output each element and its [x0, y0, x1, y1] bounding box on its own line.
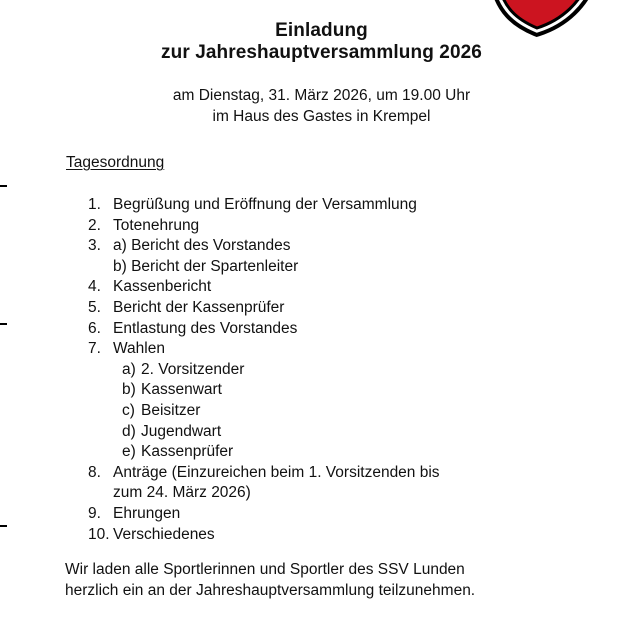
agenda-item: [0, 483, 635, 504]
agenda-item: [0, 298, 635, 319]
agenda-item: [0, 380, 635, 401]
title-line-2: zur Jahreshauptversammlung 2026: [161, 41, 482, 63]
event-location-line: im Haus des Gastes in Krempel: [212, 108, 431, 125]
agenda-item-text: Anträge (Einzureichen beim 1. Vorsitzenden bis: [113, 463, 440, 481]
event-date-line: am Dienstag, 31. März 2026, um 19.00 Uhr: [172, 87, 471, 104]
fold-mark-top: [0, 185, 7, 187]
agenda-item-text: b) Bericht der Spartenleiter: [113, 257, 299, 275]
agenda-item: [0, 422, 635, 443]
agenda-item-number: a): [122, 360, 136, 378]
title-line-1: Einladung: [275, 20, 368, 41]
agenda-item-number: 1.: [88, 196, 101, 213]
agenda-item: [0, 257, 635, 278]
agenda-item-text: Bericht der Kassenprüfer: [113, 298, 285, 316]
agenda-item-text: Verschiedenes: [113, 525, 215, 543]
agenda-item-number: d): [122, 422, 136, 440]
agenda-item-text: Wahlen: [113, 340, 165, 358]
agenda-item-text: a) Bericht des Vorstandes: [113, 237, 291, 255]
agenda-item-text: Jugendwart: [141, 422, 222, 440]
agenda-item: [0, 277, 635, 298]
agenda-item-number: 5.: [88, 298, 101, 316]
agenda-item-number: 8.: [88, 463, 101, 481]
agenda-item: [0, 504, 635, 525]
agenda-item-number: 10.: [88, 525, 110, 543]
agenda-item: [0, 195, 635, 216]
agenda-item-number: 6.: [88, 319, 101, 337]
agenda-item-number: 2.: [88, 216, 101, 234]
closing-paragraph: [65, 560, 475, 601]
agenda-item-number: 9.: [88, 504, 101, 522]
agenda-item-text: zum 24. März 2026): [113, 484, 251, 502]
agenda-item-text: Kassenwart: [141, 381, 222, 399]
agenda-item-text: Begrüßung und Eröffnung der Versammlung: [113, 196, 417, 213]
agenda-item-text: 2. Vorsitzender: [141, 360, 245, 378]
agenda-item: [0, 463, 635, 484]
agenda-item: [0, 339, 635, 360]
agenda-item-text: Beisitzer: [141, 401, 201, 419]
closing-line-2: herzlich ein an der Jahreshauptversammlung teilzunehmen.: [65, 581, 476, 599]
agenda-item: [0, 236, 635, 257]
agenda-item-number: 4.: [88, 278, 101, 296]
agenda-item: [0, 401, 635, 422]
agenda-item: [0, 525, 635, 546]
agenda-item: [0, 216, 635, 237]
agenda-item-text: Kassenprüfer: [141, 443, 234, 461]
agenda-list: [0, 195, 635, 545]
agenda-item-text: Kassenbericht: [113, 278, 212, 296]
agenda-item: [0, 319, 635, 340]
agenda-heading: Tagesordnung: [66, 154, 165, 171]
agenda-item-number: e): [122, 443, 136, 461]
event-datetime-block: [4, 85, 635, 127]
agenda-item-number: b): [122, 381, 136, 399]
document-title: [4, 20, 635, 63]
agenda-item-number: 3.: [88, 237, 101, 255]
agenda-item: [0, 442, 635, 463]
agenda-item-number: c): [122, 401, 135, 419]
agenda-item-text: Entlastung des Vorstandes: [113, 319, 298, 337]
agenda-item: [0, 360, 635, 381]
agenda-item-text: Ehrungen: [113, 504, 181, 522]
agenda-item-number: 7.: [88, 340, 101, 358]
closing-line-1: Wir laden alle Sportlerinnen und Sportler des SSV Lunden: [65, 561, 465, 578]
agenda-item-text: Totenehrung: [113, 216, 200, 234]
